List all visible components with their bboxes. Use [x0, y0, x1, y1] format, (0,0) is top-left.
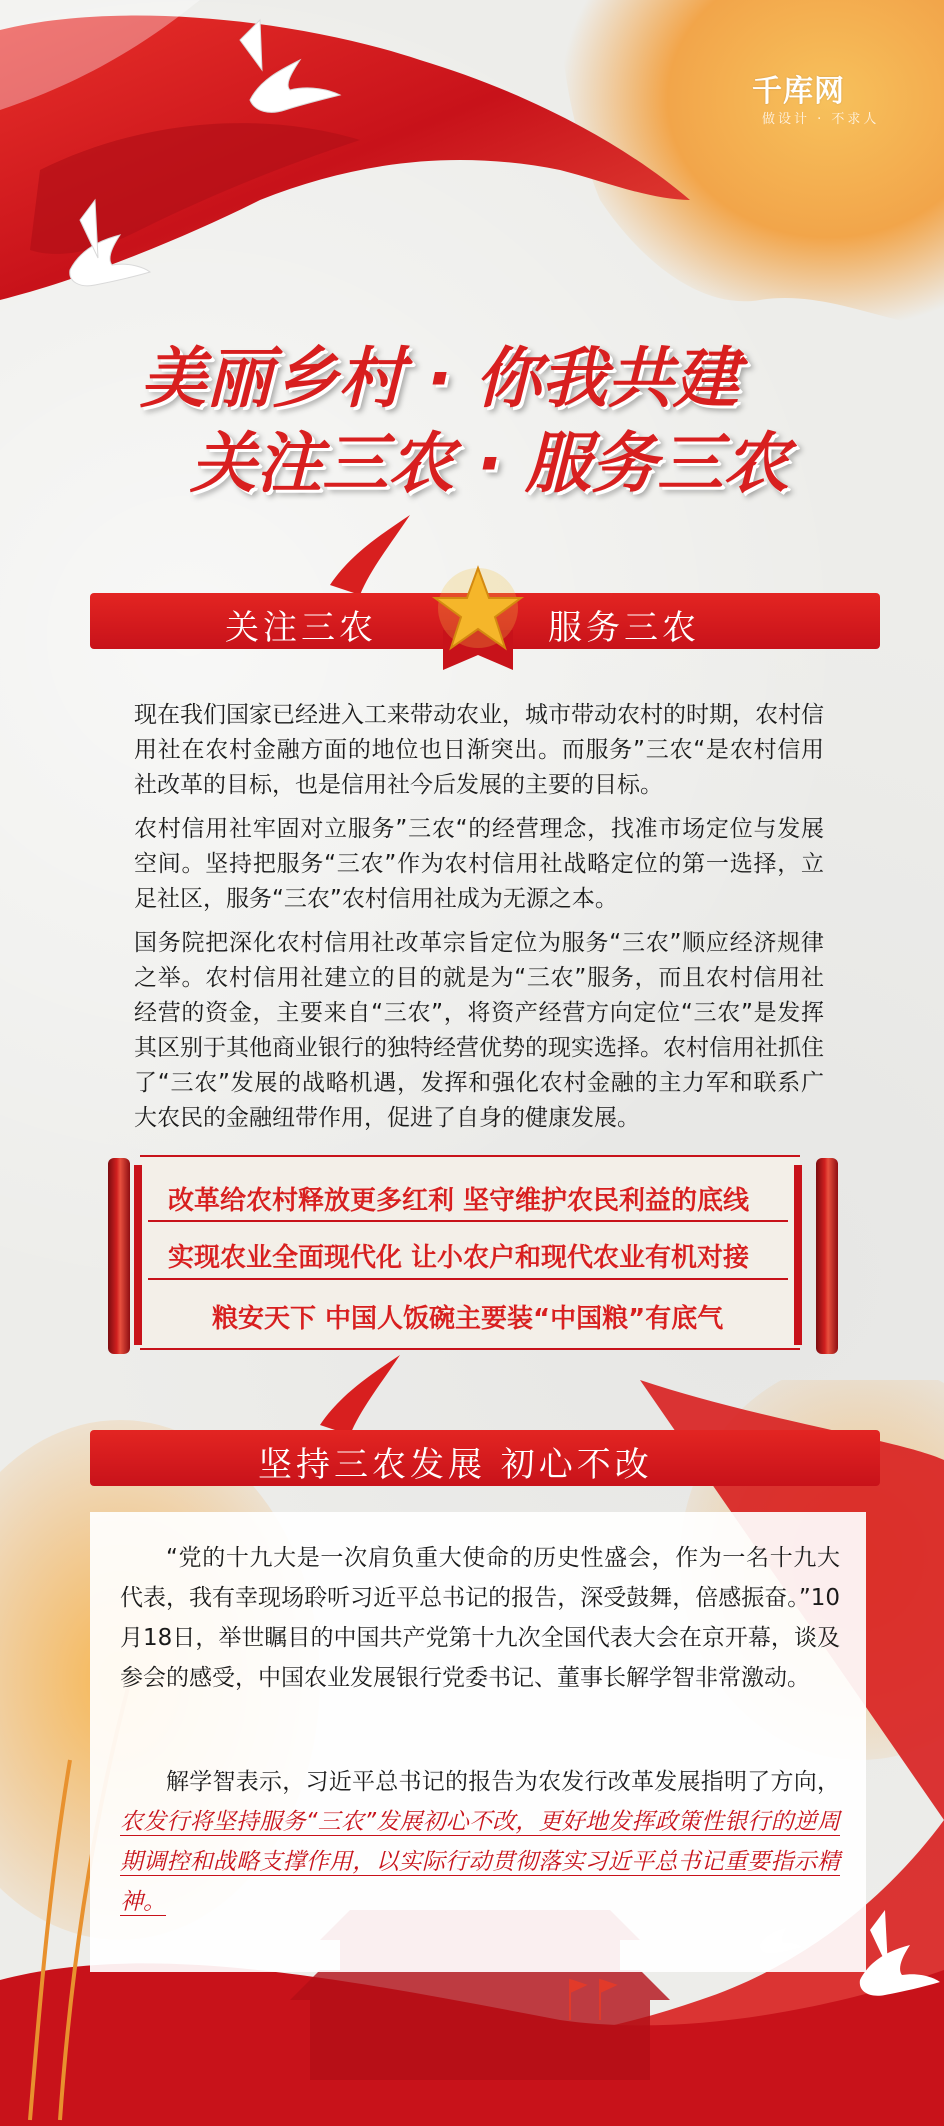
- slogan-3: 粮安天下 中国人饭碗主要装“中国粮”有底气: [212, 1304, 724, 1334]
- headline-line1: 美丽乡村 · 你我共建: [140, 340, 740, 417]
- section2-title: 坚持三农发展 初心不改: [258, 1445, 653, 1485]
- scroll-rod-right: [816, 1158, 838, 1354]
- section1-paragraph-1: 现在我们国家已经进入工来带动农业，城市带动农村的时期，农村信用社在农村金融方面的地位也日渐突出。而服务”三农“是农村信用社改革的目标，也是信用社今后发展的主要的目标。: [134, 702, 824, 798]
- banner-ribbon-flourish: [310, 1355, 410, 1435]
- brand-logo: 千库网: [752, 74, 845, 109]
- section1-paragraph-2: 农村信用社牢固对立服务”三农“的经营理念，找准市场定位与发展空间。坚持把服务“三农”作为农村信用社战略定位的第一选择，立足社区，服务“三农”农村信用社成为无源之本。: [134, 816, 824, 912]
- slogan-1: 改革给农村释放更多红利 坚守维护农民利益的底线: [168, 1186, 750, 1216]
- scroll-rod-left: [108, 1158, 130, 1354]
- section2-paragraph-2: [120, 1762, 840, 1922]
- slogan-2: 实现农业全面现代化 让小农户和现代农业有机对接: [168, 1243, 750, 1273]
- section2-paragraph-1: “党的十九大是一次肩负重大使命的历史性盛会，作为一名十九大代表，我有幸现场聆听习近平总书记的报告，深受鼓舞，倍感振奋。”10月18日，举世瞩目的中国共产党第十九次全国代表大会在京开幕，谈及参会的感受，中国农业发展银行党委书记、董事长解学智非常激动。: [120, 1545, 840, 1691]
- headline-line2: 关注三农 · 服务三农: [190, 425, 790, 502]
- section2-paragraph-2-emphasis: 农发行将坚持服务“三农”发展初心不改，更好地发挥政策性银行的逆周期调控和战略支撑作用，以实际行动贯彻落实习近平总书记重要指示精神。: [120, 1809, 840, 1915]
- section2-paragraph-2-plain: 解学智表示，习近平总书记的报告为农发行改革发展指明了方向，: [166, 1769, 840, 1795]
- section1-paragraph-3: 国务院把深化农村信用社改革宗旨定位为服务“三农”顺应经济规律之举。农村信用社建立的目的就是为“三农”服务，而且农村信用社经营的资金，主要来自“三农”，将资产经营方向定位“三农”是发挥其区别于其他商业银行的独特经营优势的现实选择。农村信用社抓住了“三农”发展的战略机遇，发挥和强化农村金融的主力军和联系广大农民的金融纽带作用，促进了自身的健康发展。: [134, 930, 824, 1131]
- banner-ribbon-flourish: [320, 515, 420, 595]
- section1-left-title: 关注三农: [225, 608, 377, 648]
- brand-tagline: 做设计 · 不求人: [762, 112, 880, 127]
- section1-right-title: 服务三农: [548, 608, 700, 648]
- star-badge-icon: [428, 560, 528, 678]
